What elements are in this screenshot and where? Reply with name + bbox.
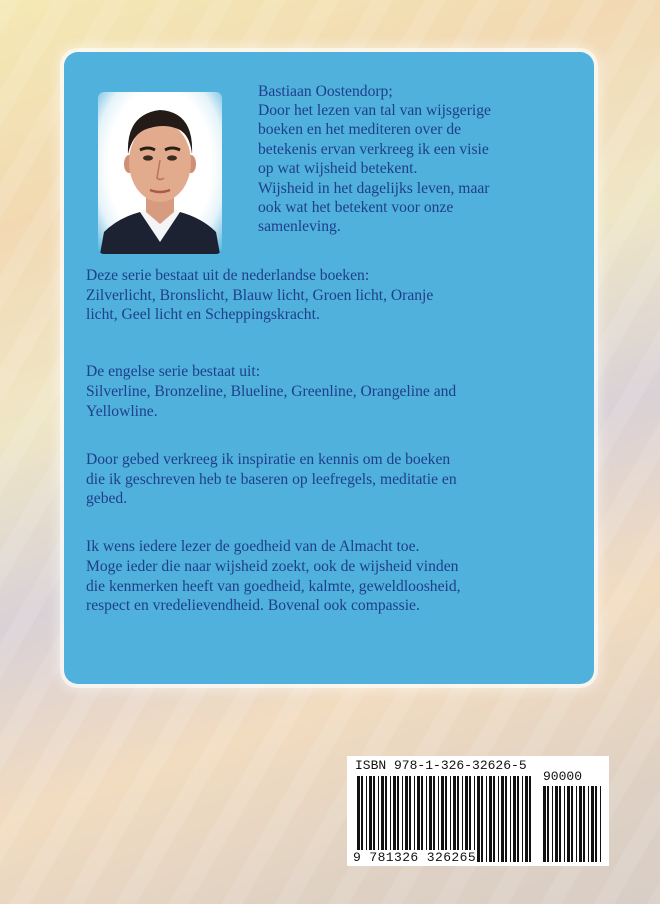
barcode-block: [347, 756, 609, 866]
paragraph-line: gebed.: [86, 490, 128, 507]
blurb-panel: [64, 52, 594, 684]
intro-line: Bastiaan Oostendorp;: [258, 83, 393, 100]
paragraph-line: Deze serie bestaat uit de nederlandse boeken:: [86, 267, 370, 284]
paragraph-line: Yellowline.: [86, 403, 158, 420]
intro-line: samenleving.: [258, 218, 341, 235]
author-portrait-image: [98, 92, 222, 254]
barcode-addon-digits: 90000: [543, 769, 583, 784]
intro-line: Door het lezen van tal van wijsgerige: [258, 102, 491, 119]
intro-line: ook wat het betekent voor onze: [258, 199, 454, 216]
paragraph-line: Moge ieder die naar wijsheid zoekt, ook de wijsheid vinden: [86, 558, 459, 575]
intro-line: Wijsheid in het dagelijks leven, maar: [258, 180, 490, 197]
barcode-digits: 9 781326 326265: [353, 850, 477, 865]
paragraph-line: licht, Geel licht en Scheppingskracht.: [86, 306, 320, 323]
paragraph-line: Door gebed verkreeg ik inspiratie en kennis om de boeken: [86, 451, 451, 468]
intro-line: boeken en het mediteren over de: [258, 121, 462, 138]
paragraph-line: die ik geschreven heb te baseren op leefregels, meditatie en: [86, 471, 457, 488]
intro-line: op wat wijsheid betekent.: [258, 160, 418, 177]
author-photo: [98, 92, 222, 254]
paragraph-line: Ik wens iedere lezer de goedheid van de Almacht toe.: [86, 538, 420, 555]
paragraph-line: die kenmerken heeft van goedheid, kalmte, geweldloosheid,: [86, 578, 461, 595]
paragraph-line: Silverline, Bronzeline, Blueline, Greenline, Orangeline and: [86, 383, 457, 400]
paragraph-line: De engelse serie bestaat uit:: [86, 363, 261, 380]
paragraph-line: Zilverlicht, Bronslicht, Blauw licht, Groen licht, Oranje: [86, 287, 434, 304]
isbn-label: ISBN 978-1-326-32626-5: [355, 758, 527, 773]
intro-line: betekenis ervan verkreeg ik een visie: [258, 141, 489, 158]
paragraph-line: respect en vredelievendheid. Bovenal ook compassie.: [86, 597, 420, 614]
